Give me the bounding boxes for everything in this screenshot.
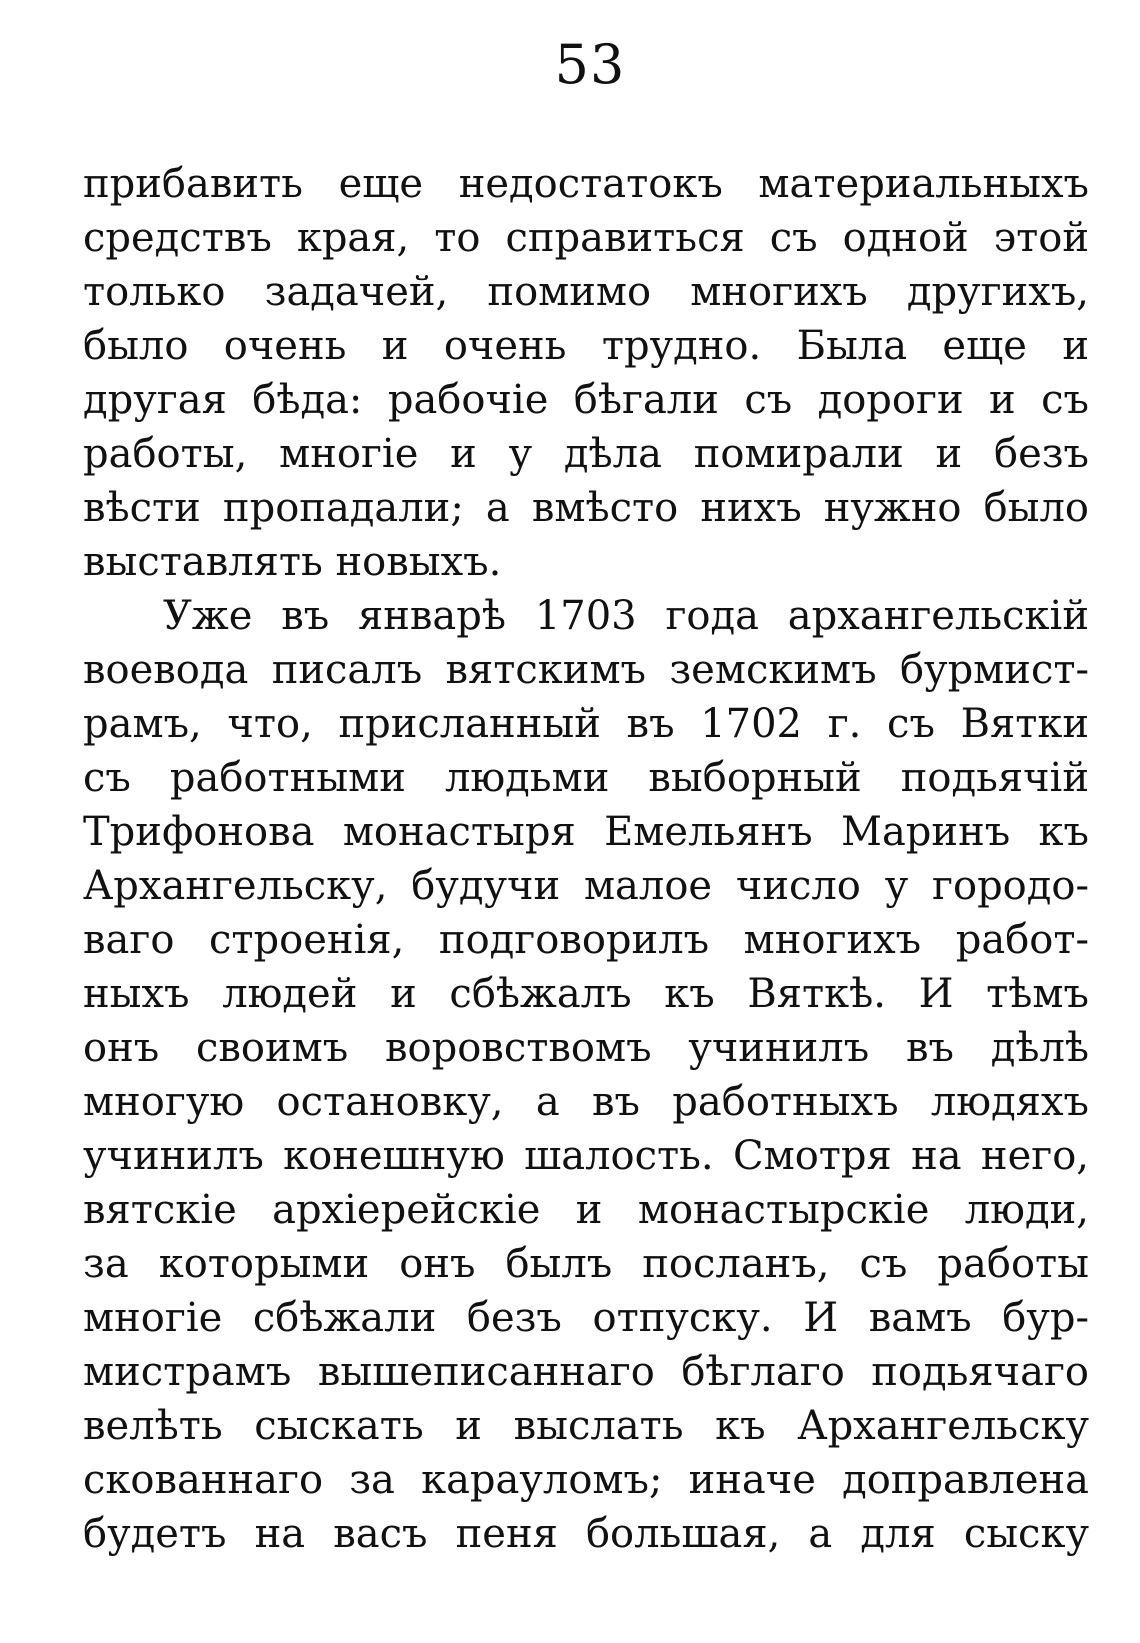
page-number: 53 xyxy=(554,33,626,96)
text-line: многіе сбѣжали безъ отпуску. И вамъ бур- xyxy=(83,1295,1089,1341)
text-line: мистрамъ вышеписаннаго бѣглаго подьячаго xyxy=(83,1349,1089,1395)
text-line: воевода писалъ вятскимъ земскимъ бурмист- xyxy=(83,647,1089,693)
text-line: прибавить еще недостатокъ материальныхъ xyxy=(83,161,1089,207)
text-line: онъ своимъ воровствомъ учинилъ въ дѣлѣ xyxy=(83,1025,1089,1071)
text-line: ныхъ людей и сбѣжалъ къ Вяткѣ. И тѣмъ xyxy=(83,971,1089,1017)
text-line: другая бѣда: рабочіе бѣгали съ дороги и съ xyxy=(83,377,1089,423)
text-line: скованнаго за карауломъ; иначе доправлена xyxy=(83,1457,1089,1503)
text-line: Архангельску, будучи малое число у городо- xyxy=(83,863,1089,909)
text-line: многую остановку, а въ работныхъ людяхъ xyxy=(83,1079,1089,1125)
text-line: рамъ, что, присланный въ 1702 г. съ Вятки xyxy=(83,701,1089,747)
text-line: было очень и очень трудно. Была еще и xyxy=(83,323,1089,369)
text-line: работы, многіе и у дѣла помирали и безъ xyxy=(83,431,1089,477)
text-line: средствъ края, то справиться съ одной этой xyxy=(83,215,1089,261)
text-line: съ работными людьми выборный подьячій xyxy=(83,755,1089,801)
text-line: только задачей, помимо многихъ другихъ, xyxy=(83,269,1089,315)
text-line: будетъ на васъ пеня большая, а для сыску xyxy=(83,1511,1089,1557)
text-line: ваго строенія, подговорилъ многихъ работ- xyxy=(83,917,1089,963)
text-line: учинилъ конешную шалость. Смотря на него, xyxy=(83,1133,1089,1179)
paragraph-first-line: Уже въ январѣ 1703 года архангельскій xyxy=(163,593,1089,639)
text-line: велѣть сыскать и выслать къ Архангельску xyxy=(83,1403,1089,1449)
text-line: выставлять новыхъ. xyxy=(83,539,502,585)
text-line: вятскіе архіерейскіе и монастырскіе люди, xyxy=(83,1187,1089,1233)
text-line: вѣсти пропадали; а вмѣсто нихъ нужно было xyxy=(83,485,1089,531)
text-line: Трифонова монастыря Емельянъ Маринъ къ xyxy=(83,809,1089,855)
text-line: за которыми онъ былъ посланъ, съ работы xyxy=(83,1241,1089,1287)
